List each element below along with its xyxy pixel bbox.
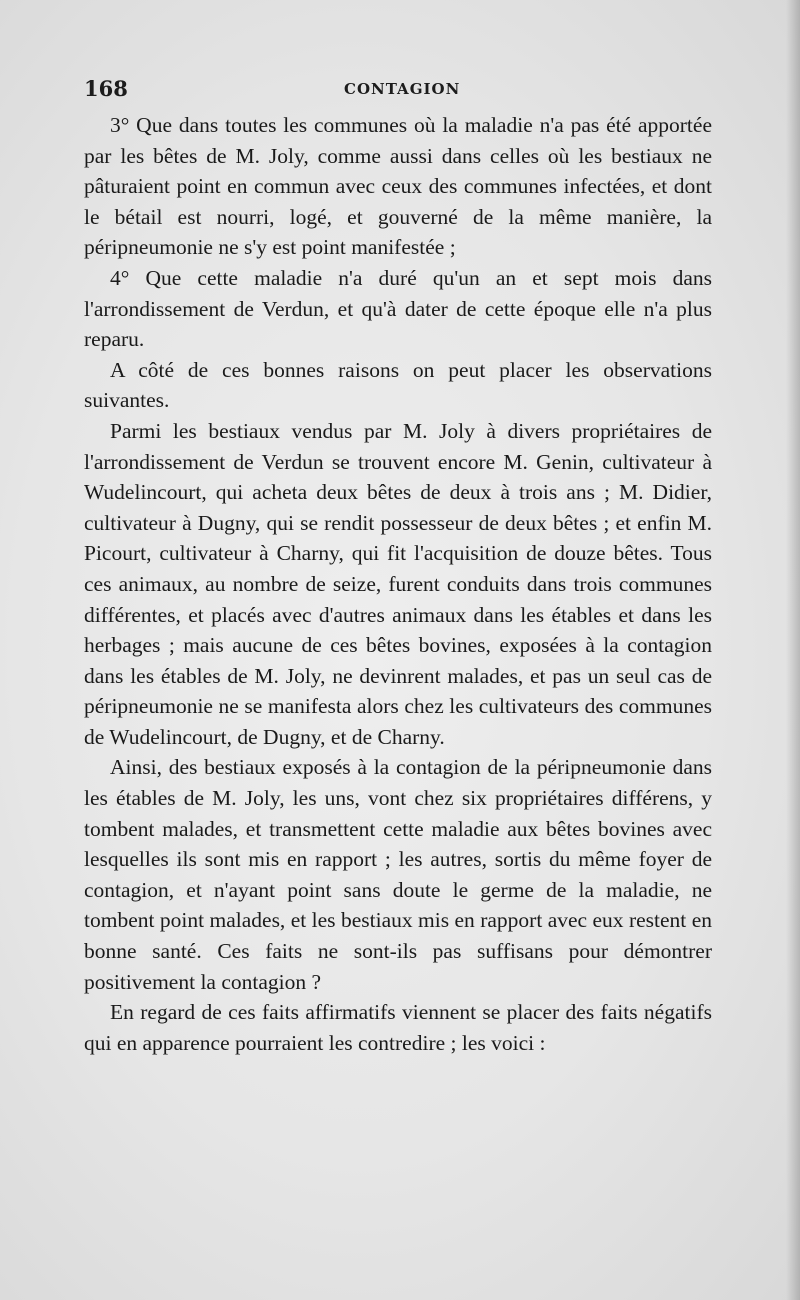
paragraph: Ainsi, des bestiaux exposés à la contagion de la péripneumonie dans les étables de M. Joly, les uns, vont chez six propriétaires différens, y tombent malades, et transmettent cette maladie aux bêtes bovines avec lesquelles ils sont mis en rapport ; les autres, sortis du même foyer de contagion, et n'ayant point sans doute le germe de la maladie, ne tombent point malades, et les bestiaux mis en rapport avec eux restent en bonne santé. Ces faits ne sont-ils pas suffisans pour démontrer positivement la contagion ? — [84, 755, 712, 994]
page-number: 168 — [84, 76, 128, 101]
body-text — [84, 110, 712, 1058]
paragraph: 4° Que cette maladie n'a duré qu'un an et sept mois dans l'arrondissement de Verdun, et qu'à dater de cette époque elle n'a plus reparu. — [84, 265, 712, 352]
paragraph: 3° Que dans toutes les communes où la maladie n'a pas été apportée par les bêtes de M. Joly, comme aussi dans celles où les bestiaux ne pâturaient point en commun avec ceux des communes infectées, et dont le bétail est nourri, logé, et gouverné de la même manière, la péripneumonie ne s'y est point manifestée ; — [84, 113, 712, 260]
page-edge-shadow — [786, 0, 800, 1300]
paragraph: A côté de ces bonnes raisons on peut placer les observations suivantes. — [84, 357, 712, 413]
page-header — [84, 76, 724, 104]
paragraph: Parmi les bestiaux vendus par M. Joly à divers propriétaires de l'arrondissement de Verdun se trouvent encore M. Genin, cultivateur à Wudelincourt, qui acheta deux bêtes de deux à trois ans ; M. Didier, cultivateur à Dugny, qui se rendit possesseur de deux bêtes ; et enfin M. Picourt, cultivateur à Charny, qui fit l'acquisition de douze bêtes. Tous ces animaux, au nombre de seize, furent conduits dans trois communes différentes, et placés avec d'autres animaux dans les étables et dans les herbages ; mais aucune de ces bêtes bovines, exposées à la contagion dans les étables de M. Joly, ne devinrent malades, et pas un seul cas de péripneumonie ne se manifesta alors chez les cultivateurs des communes de Wudelincourt, de Dugny, et de Charny. — [84, 418, 712, 749]
running-head: CONTAGION — [344, 80, 461, 98]
paragraph: En regard de ces faits affirmatifs viennent se placer des faits négatifs qui en apparence pourraient les contredire ; les voici : — [84, 1000, 712, 1055]
